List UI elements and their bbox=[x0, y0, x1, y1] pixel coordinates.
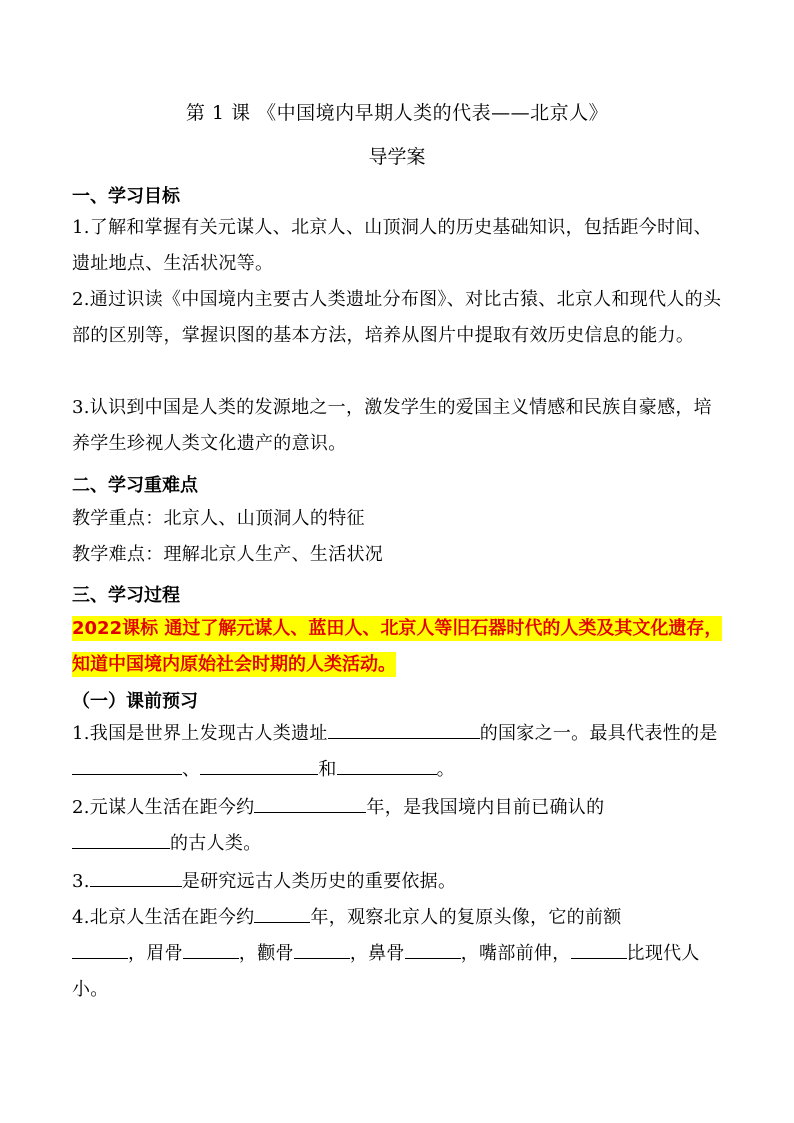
lesson-subtitle: 导学案 bbox=[368, 146, 426, 168]
section-2-heading: 二、学习重难点 bbox=[72, 475, 198, 496]
section-1-heading: 一、学习目标 bbox=[72, 186, 180, 207]
blank-q1-3[interactable] bbox=[200, 756, 318, 775]
objective-2: 2.通过识读《中国境内主要古人类遗址分布图》、对比古猿、北京人和现代人的头部的区别等，掌握识图的基本方法，培养从图片中提取有效历史信息的能力。 bbox=[72, 289, 722, 346]
section-3-heading: 三、学习过程 bbox=[72, 585, 180, 606]
question-2: 2.元谋人生活在距今约 年，是我国境内目前已确认的 的古人类。 bbox=[72, 790, 722, 862]
standard-text: 通过了解元谋人、蓝田人、北京人等旧石器时代的人类及其文化遗存，知道中国境内原始社会时期的人类活动。 bbox=[72, 618, 723, 675]
standard-label: 课标 bbox=[122, 618, 159, 639]
blank-q1-2[interactable] bbox=[72, 756, 182, 775]
blank-q4-4[interactable] bbox=[294, 940, 350, 959]
lesson-title: 第 1 课 《中国境内早期人类的代表——北京人》 bbox=[185, 102, 609, 124]
blank-q4-1[interactable] bbox=[254, 904, 310, 923]
blank-q3-1[interactable] bbox=[90, 868, 182, 887]
difficult-point: 教学难点：理解北京人生产、生活状况 bbox=[72, 544, 384, 565]
objective-1: 1.了解和掌握有关元谋人、北京人、山顶洞人的历史基础知识，包括距今时间、遗址地点、生活状况等。 bbox=[72, 217, 712, 274]
blank-q1-1[interactable] bbox=[328, 720, 480, 739]
blank-q4-3[interactable] bbox=[183, 940, 239, 959]
question-4: 4.北京人生活在距今约 年，观察北京人的复原头像，它的前额 ，眉骨 ，颧骨 ，鼻骨 ，嘴部前伸， 比现代人小。 bbox=[72, 900, 722, 1008]
objective-3: 3.认识到中国是人类的发源地之一，激发学生的爱国主义情感和民族自豪感，培养学生珍视人类文化遗产的意识。 bbox=[72, 397, 712, 454]
question-1: 1.我国是世界上发现古人类遗址 的国家之一。最具代表性的是、 和 。 bbox=[72, 716, 722, 788]
blank-q4-2[interactable] bbox=[72, 940, 128, 959]
blank-q2-1[interactable] bbox=[254, 794, 366, 813]
blank-q4-5[interactable] bbox=[405, 940, 461, 959]
blank-q2-2[interactable] bbox=[72, 830, 170, 849]
curriculum-standard bbox=[72, 611, 732, 683]
standard-year: 2022 bbox=[72, 618, 123, 639]
key-point: 教学重点：北京人、山顶洞人的特征 bbox=[72, 508, 365, 529]
blank-q1-4[interactable] bbox=[337, 756, 437, 775]
blank-q4-6[interactable] bbox=[571, 940, 627, 959]
preview-heading: （一）课前预习 bbox=[72, 691, 198, 712]
question-3: 3. 是研究远古人类历史的重要依据。 bbox=[72, 864, 722, 900]
